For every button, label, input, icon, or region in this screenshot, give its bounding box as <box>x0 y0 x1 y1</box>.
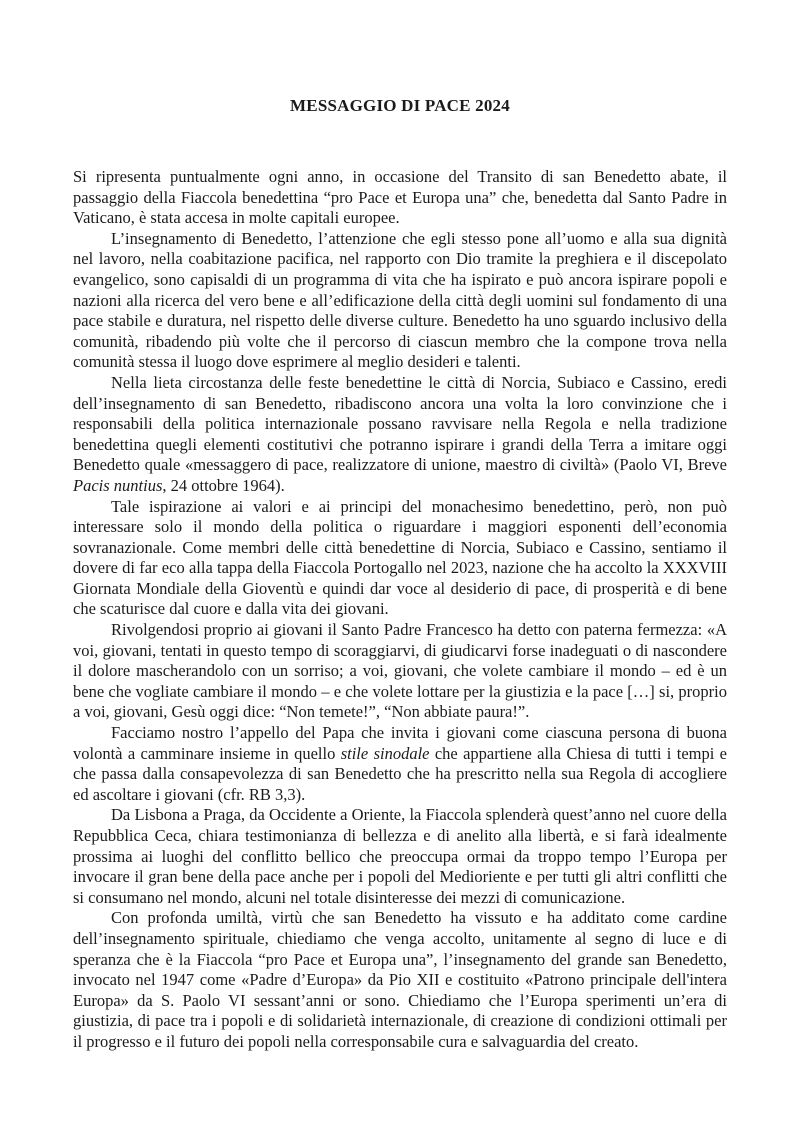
paragraph <box>73 497 727 621</box>
paragraph <box>73 908 727 1052</box>
text-segment: Con profonda umiltà, virtù che san Benedetto ha vissuto e ha additato come cardine dell’insegnamento spirituale, chiediamo che venga accolto, unitamente al segno di luce e di speranza che è la Fiaccola “pro Pace et Europa una”, l’insegnamento del grande san Benedetto, invocato nel 1947 come «Padre d’Europa» da Pio XII e costituito «Patrono principale dell'intera Europa» da S. Paolo VI sessant’anni or sono. Chiediamo che l’Europa sperimenti un’era di giustizia, di pace tra i popoli e di solidarietà internazionale, di creazione di condizioni ottimali per il progresso e il futuro dei popoli nella corresponsabile cura e salvaguardia del creato. <box>73 908 727 1051</box>
paragraph <box>73 229 727 373</box>
paragraph <box>73 167 727 229</box>
paragraph <box>73 805 727 908</box>
text-segment: Tale ispirazione ai valori e ai principi del monachesimo benedettino, però, non può interessare solo il mondo della politica o riguardare i maggiori esponenti dell’economia sovranazionale. Come membri delle città benedettine di Norcia, Subiaco e Cassino, sentiamo il dovere di far eco alla tappa della Fiaccola Portogallo nel 2023, nazione che ha accolto la XXXVIII Giornata Mondiale della Gioventù e quindi dar voce al desiderio di pace, di prosperità e di bene che scaturisce dal cuore e dalla vita dei giovani. <box>73 496 727 619</box>
text-segment: Si ripresenta puntualmente ogni anno, in occasione del Transito di san Benedetto abate, il passaggio della Fiaccola benedettina “pro Pace et Europa una” che, benedetta dal Santo Padre in Vaticano, è stata accesa in molte capitali europee. <box>73 167 727 228</box>
text-segment: L’insegnamento di Benedetto, l’attenzione che egli stesso pone all’uomo e alla sua dignità nel lavoro, nella coabitazione pacifica, nel rapporto con Dio tramite la preghiera e il discepolato evangelico, sono capisaldi di un programma di vita che ha ispirato e può ancora ispirare popoli e nazioni alla ricerca del vero bene e all’edificazione della città degli uomini sul fondamento di una pace stabile e duratura, nel rispetto delle diverse culture. Benedetto ha uno sguardo inclusivo della comunità, ribadendo più volte che il percorso di ciascun membro che la compone trova nella comunità stessa il luogo dove esprimere al meglio desideri e talenti. <box>73 228 727 372</box>
text-segment: Facciamo nostro l’appello del Papa che invita i giovani come ciascuna persona di buona volontà a camminare insieme in quello <box>73 723 727 763</box>
text-segment: che appartiene alla Chiesa di tutti i tempi e che passa dalla consapevolezza di san Benedetto che ha prescritto nella sua Regola di accogliere ed ascoltare i giovani (cfr. RB 3,3). <box>73 743 727 804</box>
text-segment: Nella lieta circostanza delle feste benedettine le città di Norcia, Subiaco e Cassino, eredi dell’insegnamento di san Benedetto, ribadiscono ancora una volta la loro convinzione che i responsabili della politica internazionale possano ravvisare nella Regola e nella tradizione benedettina quegli elementi costitutivi che potranno ispirare i grandi della Terra a imitare oggi Benedetto quale «messaggero di pace, realizzatore di unione, maestro di civiltà» (Paolo VI, Breve <box>73 372 727 475</box>
document-title: MESSAGGIO DI PACE 2024 <box>290 96 510 115</box>
text-segment: Da Lisbona a Praga, da Occidente a Oriente, la Fiaccola splenderà quest’anno nel cuore della Repubblica Ceca, chiara testimonianza di bellezza e di anelito alla libertà, e si farà idealmente prossima ai luoghi del conflitto bellico che preoccupa ormai da troppo tempo l’Europa per invocare il gran bene della pace anche per i popoli del Medioriente e per tutti gli altri conflitti che si consumano nel mondo, alcuni nel totale disinteresse dei mezzi di comunicazione. <box>73 805 727 907</box>
italic-text-segment: stile sinodale <box>340 743 430 763</box>
text-segment: Rivolgendosi proprio ai giovani il Santo Padre Francesco ha detto con paterna fermezza: «A voi, giovani, tentati in questo tempo di scoraggiarvi, di giudicarvi forse inadeguati o di nascondere il dolore mascherandolo con un sorriso; a voi, giovani, che volete cambiare il mondo – ed è un bene che vogliate cambiare il mondo – e che volete lottare per la giustizia e la pace […] si, proprio a voi, giovani, Gesù oggi dice: “Non temete!”, “Non abbiate paura!”. <box>73 620 727 722</box>
paragraph <box>73 620 727 723</box>
document-body <box>73 167 727 1053</box>
text-segment: , 24 ottobre 1964). <box>162 475 285 495</box>
italic-text-segment: Pacis nuntius <box>73 475 163 495</box>
paragraph <box>73 723 727 805</box>
paragraph <box>73 373 727 497</box>
